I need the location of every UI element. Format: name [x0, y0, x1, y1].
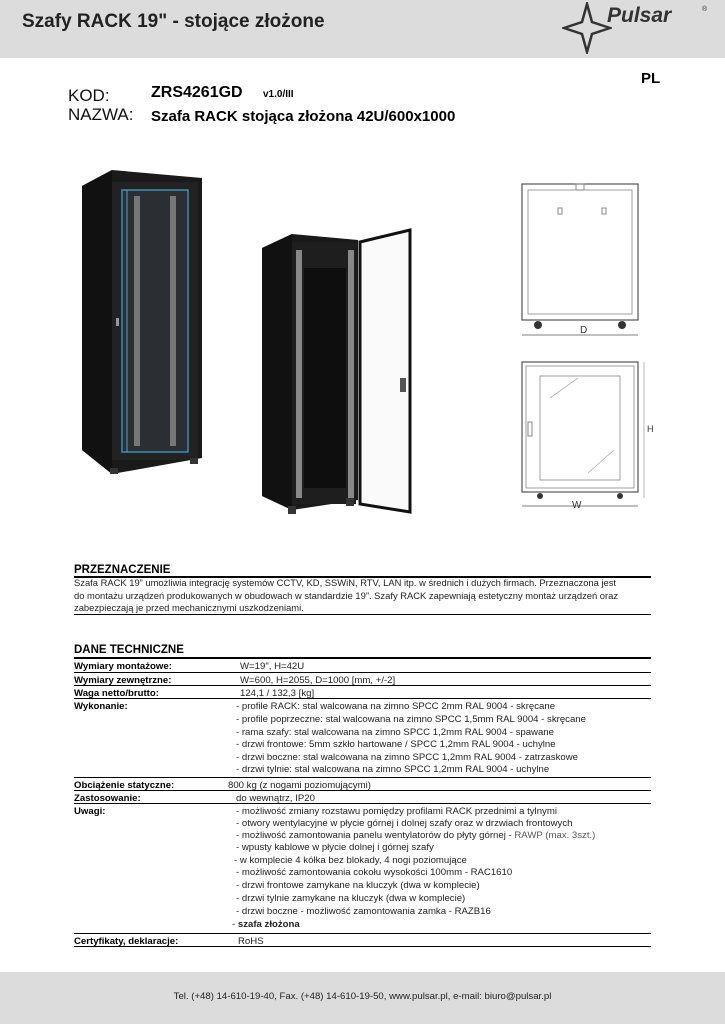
spec-value: - otwory wentylacyjne w płycie górnej i dolnej szafy oraz w drzwiach frontowych: [236, 818, 573, 829]
spec-label: Certyfikaty, deklaracje:: [74, 936, 179, 947]
brand-name: Pulsar: [607, 4, 672, 27]
spec-row-application: [74, 791, 651, 804]
spec-label: Wymiary zewnętrzne:: [74, 675, 172, 686]
spec-row-load: [74, 778, 651, 791]
spec-value: - możliwość zmiany rozstawu pomiędzy profilami RACK przednimi a tylnymi: [236, 806, 557, 817]
side-view-drawing: [518, 180, 648, 340]
product-name: Szafa RACK stojąca złożona 42U/600x1000: [151, 108, 456, 125]
cabinet-closed-photo: [80, 168, 205, 478]
spec-value: W=19", H=42U: [240, 661, 305, 672]
rawp-accessory-note: RAWP (max. 3szt.): [514, 830, 596, 841]
name-label: NAZWA:: [68, 105, 134, 124]
purpose-end-rule: [74, 614, 651, 615]
spec-value-ventilation: [236, 830, 595, 841]
assembled-note: szafa złożona: [237, 919, 300, 930]
code-label: KOD:: [68, 86, 110, 105]
spec-value: W=600, H=2055, D=1000 [mm, +/-2]: [240, 675, 396, 686]
spec-value: - wpusty kablowe w płycie dolnej i górnej szafy: [236, 842, 434, 853]
spec-value-text: - możliwość zamontowania panelu wentylatorów do płyty górnej -: [236, 830, 515, 841]
purpose-description: [74, 577, 654, 615]
spec-value: - drzwi tylnie zamykane na kluczyk (dwa w komplecie): [236, 893, 466, 904]
product-code: ZRS4261GD: [151, 84, 243, 101]
spec-label: Zastosowanie:: [74, 793, 141, 804]
language-badge: PL: [641, 70, 661, 87]
pulsar-logo: [562, 2, 712, 54]
spec-label: Wykonanie:: [74, 701, 128, 712]
height-label: H: [647, 424, 654, 434]
spec-value: - profile RACK: stal walcowana na zimno SPCC 2mm RAL 9004 - skręcane: [236, 701, 556, 712]
spec-value: - drzwi frontowe zamykane na kluczyk (dwa w komplecie): [236, 880, 480, 891]
cabinet-open-photo: [260, 228, 415, 523]
spec-value-assembled: [232, 919, 300, 930]
spec-value-text: -: [232, 919, 238, 930]
purpose-line: zabezpieczają je przed mechanicznymi uszkodzeniami.: [74, 602, 304, 613]
width-label: W: [572, 500, 582, 511]
spec-label: Waga netto/brutto:: [74, 688, 159, 699]
spec-value: - drzwi boczne - możliwość zamontowania zamka - RAZB16: [236, 906, 491, 917]
registered-mark: ®: [702, 6, 708, 13]
spec-value: do wewnątrz, IP20: [236, 793, 315, 804]
spec-value: RoHS: [238, 936, 264, 947]
spec-value: 800 kg (z nogami poziomującymi): [228, 780, 371, 791]
purpose-line: do montażu urządzeń produkowanych w obudowach w standardzie 19”. Szafy RACK zapewniają estetyczny montaż urządzeń oraz: [74, 589, 619, 601]
specs-heading: DANE TECHNICZNE: [74, 644, 184, 656]
header-bar: [0, 0, 725, 58]
document-version: v1.0/III: [263, 89, 294, 100]
pulsar-star-icon: [562, 2, 612, 54]
spec-row-mounting: [74, 659, 651, 673]
spec-value: - profile poprzeczne: stal walcowana na zimno SPCC 1,5mm RAL 9004 - skręcane: [236, 714, 586, 725]
document-title: Szafy RACK 19" - stojące złożone: [22, 11, 325, 32]
spec-row-construction: [74, 699, 651, 778]
spec-value: - drzwi tylnie: stal walcowana na zimno SPCC 1,2mm RAL 9004 - uchylne: [236, 764, 550, 775]
spec-row-external: [74, 673, 651, 686]
spec-label: Wymiary montażowe:: [74, 661, 172, 672]
spec-value: - w komplecie 4 kółka bez blokady, 4 nogi poziomujące: [234, 855, 467, 866]
footer-bar: [0, 972, 725, 1024]
spec-value: - drzwi boczne: stal walcowana na zimno SPCC 1,2mm RAL 9004 - zatrzaskowe: [236, 752, 578, 763]
footer-contact: Tel. (+48) 14-610-19-40, Fax. (+48) 14-610-19-50, www.pulsar.pl, e-mail: biuro@pulsar.pl: [173, 991, 552, 1002]
spec-row-certificates: [74, 934, 651, 947]
spec-row-notes: [74, 804, 651, 934]
spec-value: - możliwość zamontowania cokołu wysokości 100mm - RAC1610: [236, 867, 513, 878]
purpose-heading: PRZEZNACZENIE: [74, 564, 171, 576]
spec-value: - rama szafy: stal walcowana na zimno SPCC 1,2mm RAL 9004 - spawane: [236, 727, 554, 738]
depth-label: D: [580, 325, 588, 336]
spec-row-weight: [74, 686, 651, 699]
spec-value: - drzwi frontowe: 5mm szkło hartowane / SPCC 1,2mm RAL 9004 - uchylne: [236, 739, 556, 750]
purpose-line: Szafa RACK 19” umożliwia integrację systemów CCTV, KD, SSWiN, RTV, LAN itp. w średnich i dużych firmach. Przeznaczona jest: [74, 577, 617, 588]
spec-label: Uwagi:: [74, 806, 106, 817]
spec-label: Obciążenie statyczne:: [74, 780, 175, 791]
front-view-drawing: [518, 358, 658, 516]
spec-value: 124,1 / 132,3 [kg]: [240, 688, 315, 699]
